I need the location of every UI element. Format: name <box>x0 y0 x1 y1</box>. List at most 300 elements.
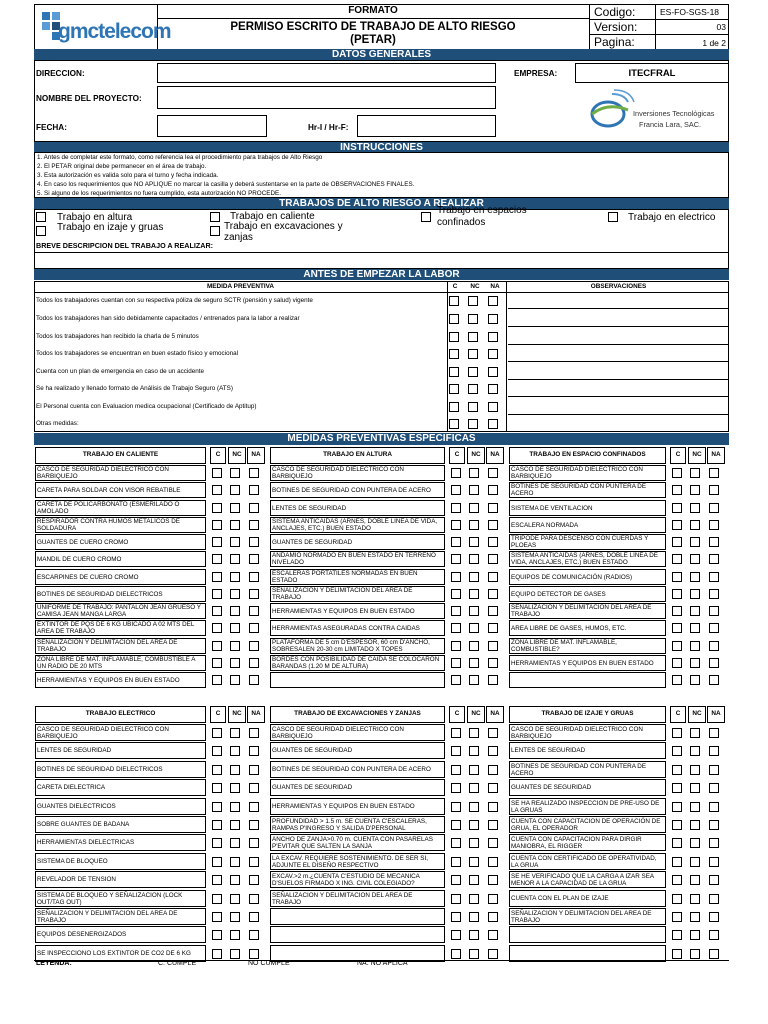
spec-nc-checkbox[interactable] <box>230 857 240 867</box>
antes-obs-input[interactable] <box>508 346 729 361</box>
spec-na-checkbox[interactable] <box>249 572 259 582</box>
spec-nc-checkbox[interactable] <box>469 537 479 547</box>
spec-na-checkbox[interactable] <box>249 623 259 633</box>
spec-row-text: LENTES DE SEGURIDAD <box>37 747 112 754</box>
spec-na-checkbox[interactable] <box>709 857 719 867</box>
spec-c-checkbox[interactable] <box>672 554 682 564</box>
spec-na-checkbox[interactable] <box>709 658 719 668</box>
antes-obs-input[interactable] <box>508 399 729 414</box>
spec-na-checkbox[interactable] <box>249 675 259 685</box>
spec-c-checkbox[interactable] <box>212 572 222 582</box>
spec-nc-checkbox[interactable] <box>469 572 479 582</box>
spec-row-text: MANDIL DE CUERO CROMO <box>37 555 122 563</box>
antes-nc-checkbox[interactable] <box>468 349 478 359</box>
spec-c-checkbox[interactable] <box>451 802 461 812</box>
spec-c-checkbox[interactable] <box>451 912 461 922</box>
spec-na-checkbox[interactable] <box>488 783 498 793</box>
spec-row-text: LENTES DE SEGURIDAD <box>272 504 347 512</box>
spec-c-checkbox[interactable] <box>672 728 682 738</box>
spec-row-text: ANCHO DE ZANJA>0.70 m. CUENTA CON PASARELAS P'EVITAR QUE SALTEN LA SANJA <box>272 835 433 850</box>
spec-col-na: NA <box>711 451 721 458</box>
spec-nc-checkbox[interactable] <box>230 820 240 830</box>
spec-c-checkbox[interactable] <box>672 838 682 848</box>
spec-nc-checkbox[interactable] <box>230 589 240 599</box>
spec-na-checkbox[interactable] <box>488 641 498 651</box>
spec-nc-checkbox[interactable] <box>690 912 700 922</box>
spec-nc-checkbox[interactable] <box>469 820 479 830</box>
spec-na-checkbox[interactable] <box>488 802 498 812</box>
spec-c-checkbox[interactable] <box>212 783 222 793</box>
spec-row-text: CASCO DE SEGURIDAD DIELECTRICO CON BARBIQUEJO <box>272 466 404 480</box>
spec-na-checkbox[interactable] <box>249 468 259 478</box>
spec-c-checkbox[interactable] <box>672 746 682 756</box>
spec-c-checkbox[interactable] <box>451 572 461 582</box>
caliente-checkbox[interactable] <box>210 212 220 222</box>
excav-checkbox[interactable] <box>210 226 220 236</box>
spec-c-checkbox[interactable] <box>672 468 682 478</box>
spec-na-checkbox[interactable] <box>488 875 498 885</box>
spec-c-checkbox[interactable] <box>451 675 461 685</box>
spec-nc-checkbox[interactable] <box>469 520 479 530</box>
spec-c-checkbox[interactable] <box>451 783 461 793</box>
spec-nc-checkbox[interactable] <box>230 658 240 668</box>
spec-nc-checkbox[interactable] <box>690 930 700 940</box>
spec-nc-checkbox[interactable] <box>230 746 240 756</box>
direccion-input[interactable] <box>157 63 496 83</box>
spec-na-checkbox[interactable] <box>488 746 498 756</box>
spec-nc-checkbox[interactable] <box>230 949 240 959</box>
antes-c-checkbox[interactable] <box>449 367 459 377</box>
spec-c-checkbox[interactable] <box>451 894 461 904</box>
spec-c-checkbox[interactable] <box>212 930 222 940</box>
spec-c-checkbox[interactable] <box>212 765 222 775</box>
spec-nc-checkbox[interactable] <box>469 783 479 793</box>
antes-c-checkbox[interactable] <box>449 296 459 306</box>
spec-na-checkbox[interactable] <box>249 912 259 922</box>
proyecto-input[interactable] <box>157 86 496 109</box>
antes-na-checkbox[interactable] <box>488 332 498 342</box>
spec-nc-checkbox[interactable] <box>469 930 479 940</box>
antes-na-checkbox[interactable] <box>488 296 498 306</box>
antes-c-checkbox[interactable] <box>449 402 459 412</box>
spec-c-checkbox[interactable] <box>451 838 461 848</box>
spec-nc-checkbox[interactable] <box>690 589 700 599</box>
spec-c-checkbox[interactable] <box>212 746 222 756</box>
spec-na-checkbox[interactable] <box>249 520 259 530</box>
spec-nc-checkbox[interactable] <box>469 468 479 478</box>
proyecto-label: NOMBRE DEL PROYECTO: <box>36 94 142 103</box>
spec-c-checkbox[interactable] <box>672 857 682 867</box>
spec-na-checkbox[interactable] <box>709 765 719 775</box>
spec-na-checkbox[interactable] <box>709 572 719 582</box>
antes-nc-checkbox[interactable] <box>468 419 478 429</box>
spec-nc-checkbox[interactable] <box>469 894 479 904</box>
spec-nc-checkbox[interactable] <box>690 537 700 547</box>
spec-c-checkbox[interactable] <box>672 894 682 904</box>
spec-nc-checkbox[interactable] <box>469 857 479 867</box>
spec-c-checkbox[interactable] <box>451 765 461 775</box>
spec-na-checkbox[interactable] <box>488 820 498 830</box>
spec-c-checkbox[interactable] <box>451 468 461 478</box>
spec-na-checkbox[interactable] <box>249 606 259 616</box>
spec-row-text: BOTINES DE SEGURIDAD CON PUNTERA DE ACERO <box>511 762 647 777</box>
spec-row-text: HERRAMIENTAS Y EQUIPOS EN BUEN ESTADO <box>37 676 180 684</box>
spec-c-checkbox[interactable] <box>672 503 682 513</box>
spec-c-checkbox[interactable] <box>672 485 682 495</box>
spec-na-checkbox[interactable] <box>709 468 719 478</box>
spec-nc-checkbox[interactable] <box>690 746 700 756</box>
spec-na-checkbox[interactable] <box>249 838 259 848</box>
spec-na-checkbox[interactable] <box>709 503 719 513</box>
spec-c-checkbox[interactable] <box>672 930 682 940</box>
spec-na-checkbox[interactable] <box>709 802 719 812</box>
antes-na-checkbox[interactable] <box>488 402 498 412</box>
antes-na-checkbox[interactable] <box>488 384 498 394</box>
spec-na-checkbox[interactable] <box>249 820 259 830</box>
spec-c-checkbox[interactable] <box>212 912 222 922</box>
spec-nc-checkbox[interactable] <box>230 468 240 478</box>
spec-nc-checkbox[interactable] <box>469 606 479 616</box>
spec-nc-checkbox[interactable] <box>690 820 700 830</box>
spec-nc-checkbox[interactable] <box>230 503 240 513</box>
spec-nc-checkbox[interactable] <box>690 783 700 793</box>
spec-na-checkbox[interactable] <box>709 746 719 756</box>
spec-c-checkbox[interactable] <box>212 857 222 867</box>
spec-na-checkbox[interactable] <box>488 554 498 564</box>
antes-obs-input[interactable] <box>508 293 729 308</box>
spec-na-checkbox[interactable] <box>709 623 719 633</box>
spec-nc-checkbox[interactable] <box>469 554 479 564</box>
antes-na-checkbox[interactable] <box>488 349 498 359</box>
spec-row-text: ESCARPINES DE CUERO CROMO <box>37 573 139 581</box>
spec-nc-checkbox[interactable] <box>690 623 700 633</box>
spec-nc-checkbox[interactable] <box>469 623 479 633</box>
spec-nc-checkbox[interactable] <box>230 623 240 633</box>
spec-na-checkbox[interactable] <box>249 875 259 885</box>
spec-na-checkbox[interactable] <box>488 485 498 495</box>
antes-nc-checkbox[interactable] <box>468 314 478 324</box>
spec-nc-checkbox[interactable] <box>230 537 240 547</box>
spec-na-checkbox[interactable] <box>488 606 498 616</box>
spec-nc-checkbox[interactable] <box>690 765 700 775</box>
spec-nc-checkbox[interactable] <box>469 949 479 959</box>
spec-na-checkbox[interactable] <box>488 949 498 959</box>
spec-c-checkbox[interactable] <box>451 520 461 530</box>
spec-na-checkbox[interactable] <box>709 554 719 564</box>
spec-c-checkbox[interactable] <box>672 572 682 582</box>
spec-na-checkbox[interactable] <box>488 503 498 513</box>
antes-c-checkbox[interactable] <box>449 332 459 342</box>
spec-c-checkbox[interactable] <box>212 641 222 651</box>
spec-c-checkbox[interactable] <box>451 641 461 651</box>
spec-c-checkbox[interactable] <box>451 728 461 738</box>
electrico-checkbox[interactable] <box>608 212 618 222</box>
spec-nc-checkbox[interactable] <box>469 503 479 513</box>
spec-na-checkbox[interactable] <box>709 485 719 495</box>
spec-na-checkbox[interactable] <box>249 641 259 651</box>
antes-obs-input[interactable] <box>508 329 729 344</box>
spec-nc-checkbox[interactable] <box>690 857 700 867</box>
spec-c-checkbox[interactable] <box>451 930 461 940</box>
spec-na-checkbox[interactable] <box>249 658 259 668</box>
spec-na-checkbox[interactable] <box>488 930 498 940</box>
spec-c-checkbox[interactable] <box>672 949 682 959</box>
fecha-input[interactable] <box>157 115 267 137</box>
spec-c-checkbox[interactable] <box>212 820 222 830</box>
spec-na-checkbox[interactable] <box>488 572 498 582</box>
spec-nc-checkbox[interactable] <box>230 520 240 530</box>
spec-nc-checkbox[interactable] <box>690 728 700 738</box>
spec-nc-checkbox[interactable] <box>230 838 240 848</box>
spec-row-text: SEÑALIZACION Y DELIMITACION DEL AREA DE TRABAJO <box>37 909 178 924</box>
spec-na-checkbox[interactable] <box>249 485 259 495</box>
spec-na-checkbox[interactable] <box>249 802 259 812</box>
spec-na-checkbox[interactable] <box>249 930 259 940</box>
spec-c-checkbox[interactable] <box>212 949 222 959</box>
spec-nc-checkbox[interactable] <box>690 894 700 904</box>
spec-nc-checkbox[interactable] <box>690 802 700 812</box>
spec-nc-checkbox[interactable] <box>230 606 240 616</box>
spec-na-checkbox[interactable] <box>488 623 498 633</box>
spec-c-checkbox[interactable] <box>451 746 461 756</box>
spec-na-checkbox[interactable] <box>249 857 259 867</box>
spec-c-checkbox[interactable] <box>451 503 461 513</box>
antes-na-checkbox[interactable] <box>488 314 498 324</box>
antes-obs-input[interactable] <box>508 311 729 326</box>
altura-label: Trabajo en altura <box>57 212 133 223</box>
spec-c-checkbox[interactable] <box>672 589 682 599</box>
spec-c-checkbox[interactable] <box>451 875 461 885</box>
spec-na-checkbox[interactable] <box>709 783 719 793</box>
spec-na-checkbox[interactable] <box>488 675 498 685</box>
spec-nc-checkbox[interactable] <box>230 554 240 564</box>
antes-na-checkbox[interactable] <box>488 367 498 377</box>
spec-nc-checkbox[interactable] <box>230 802 240 812</box>
electrico-label: Trabajo en electrico <box>628 212 716 223</box>
spec-c-checkbox[interactable] <box>212 520 222 530</box>
spec-c-checkbox[interactable] <box>212 503 222 513</box>
spec-na-checkbox[interactable] <box>488 857 498 867</box>
spec-nc-checkbox[interactable] <box>690 554 700 564</box>
izaje-checkbox[interactable] <box>36 226 46 236</box>
spec-c-checkbox[interactable] <box>451 820 461 830</box>
spec-row-text: SISTEMA ANTICAIDAS (ARNES, DOBLE LINEA DE VIDA, ANCLAJES, ETC.) BUEN ESTADO <box>272 518 438 532</box>
antes-na-checkbox[interactable] <box>488 419 498 429</box>
antes-nc-checkbox[interactable] <box>468 402 478 412</box>
spec-c-checkbox[interactable] <box>672 537 682 547</box>
spec-nc-checkbox[interactable] <box>469 658 479 668</box>
spec-c-checkbox[interactable] <box>672 802 682 812</box>
antes-nc-checkbox[interactable] <box>468 367 478 377</box>
spec-nc-checkbox[interactable] <box>469 912 479 922</box>
spec-c-checkbox[interactable] <box>672 912 682 922</box>
spec-c-checkbox[interactable] <box>672 520 682 530</box>
spec-na-checkbox[interactable] <box>249 783 259 793</box>
spec-na-checkbox[interactable] <box>249 589 259 599</box>
spec-na-checkbox[interactable] <box>709 589 719 599</box>
antes-row-text: Cuenta con un plan de emergencia en caso de un accidente <box>36 368 205 375</box>
antes-nc-checkbox[interactable] <box>468 332 478 342</box>
espacios-checkbox[interactable] <box>421 212 431 222</box>
antes-c-checkbox[interactable] <box>449 384 459 394</box>
spec-c-checkbox[interactable] <box>212 728 222 738</box>
spec-nc-checkbox[interactable] <box>469 485 479 495</box>
spec-na-checkbox[interactable] <box>709 520 719 530</box>
spec-na-checkbox[interactable] <box>488 537 498 547</box>
spec-na-checkbox[interactable] <box>709 894 719 904</box>
antes-c-checkbox[interactable] <box>449 419 459 429</box>
spec-c-checkbox[interactable] <box>212 537 222 547</box>
spec-nc-checkbox[interactable] <box>230 894 240 904</box>
antes-nc-checkbox[interactable] <box>468 384 478 394</box>
spec-c-checkbox[interactable] <box>212 623 222 633</box>
spec-nc-checkbox[interactable] <box>690 520 700 530</box>
spec-nc-checkbox[interactable] <box>469 802 479 812</box>
antes-row-text: Todos los trabajadores cuentan con su respectiva póliza de seguro SCTR (pensión y salud) vigente <box>36 297 313 304</box>
spec-nc-checkbox[interactable] <box>230 765 240 775</box>
spec-na-checkbox[interactable] <box>709 949 719 959</box>
spec-na-checkbox[interactable] <box>249 949 259 959</box>
spec-na-checkbox[interactable] <box>488 912 498 922</box>
spec-na-checkbox[interactable] <box>709 728 719 738</box>
spec-c-checkbox[interactable] <box>212 485 222 495</box>
spec-c-checkbox[interactable] <box>451 537 461 547</box>
spec-c-checkbox[interactable] <box>451 606 461 616</box>
antes-nc-checkbox[interactable] <box>468 296 478 306</box>
spec-nc-checkbox[interactable] <box>230 783 240 793</box>
antes-obs-input[interactable] <box>508 416 729 431</box>
spec-na-checkbox[interactable] <box>488 658 498 668</box>
spec-c-checkbox[interactable] <box>212 894 222 904</box>
spec-nc-checkbox[interactable] <box>690 503 700 513</box>
spec-nc-checkbox[interactable] <box>230 875 240 885</box>
spec-c-checkbox[interactable] <box>451 857 461 867</box>
antes-c-checkbox[interactable] <box>449 349 459 359</box>
spec-c-checkbox[interactable] <box>212 606 222 616</box>
spec-c-checkbox[interactable] <box>672 623 682 633</box>
spec-c-checkbox[interactable] <box>212 675 222 685</box>
spec-c-checkbox[interactable] <box>451 589 461 599</box>
spec-na-checkbox[interactable] <box>249 728 259 738</box>
spec-nc-checkbox[interactable] <box>469 589 479 599</box>
spec-nc-checkbox[interactable] <box>690 485 700 495</box>
instruccion-item: 5. Si alguno de los requerimientos no fuera cumplido, esta autorización NO PROCEDE. <box>37 190 281 197</box>
spec-nc-checkbox[interactable] <box>469 728 479 738</box>
version-label: Version: <box>594 20 638 34</box>
spec-nc-checkbox[interactable] <box>230 912 240 922</box>
spec-nc-checkbox[interactable] <box>469 641 479 651</box>
antes-c-checkbox[interactable] <box>449 314 459 324</box>
spec-na-checkbox[interactable] <box>488 468 498 478</box>
spec-nc-checkbox[interactable] <box>690 838 700 848</box>
altura-checkbox[interactable] <box>36 212 46 222</box>
spec-c-checkbox[interactable] <box>672 658 682 668</box>
spec-nc-checkbox[interactable] <box>690 572 700 582</box>
spec-na-checkbox[interactable] <box>709 675 719 685</box>
spec-nc-checkbox[interactable] <box>690 875 700 885</box>
spec-c-checkbox[interactable] <box>212 802 222 812</box>
spec-col-nc: NC <box>471 710 481 717</box>
breve-input[interactable] <box>34 253 729 268</box>
spec-na-checkbox[interactable] <box>488 728 498 738</box>
spec-nc-checkbox[interactable] <box>690 641 700 651</box>
spec-na-checkbox[interactable] <box>249 746 259 756</box>
spec-na-checkbox[interactable] <box>488 894 498 904</box>
spec-na-checkbox[interactable] <box>709 912 719 922</box>
hora-input[interactable] <box>357 115 496 137</box>
spec-nc-checkbox[interactable] <box>690 675 700 685</box>
spec-nc-checkbox[interactable] <box>469 875 479 885</box>
spec-c-checkbox[interactable] <box>451 658 461 668</box>
spec-c-checkbox[interactable] <box>212 468 222 478</box>
spec-c-checkbox[interactable] <box>672 765 682 775</box>
spec-row-text: CASCO DE SEGURIDAD DIELECTRICO CON BARBIQUEJO <box>272 725 404 740</box>
spec-na-checkbox[interactable] <box>488 765 498 775</box>
spec-nc-checkbox[interactable] <box>230 641 240 651</box>
spec-nc-checkbox[interactable] <box>230 728 240 738</box>
spec-na-checkbox[interactable] <box>488 838 498 848</box>
spec-na-checkbox[interactable] <box>488 589 498 599</box>
spec-nc-checkbox[interactable] <box>230 675 240 685</box>
antes-obs-input[interactable] <box>508 364 729 379</box>
spec-c-checkbox[interactable] <box>212 554 222 564</box>
spec-c-checkbox[interactable] <box>451 554 461 564</box>
spec-c-checkbox[interactable] <box>451 485 461 495</box>
spec-c-checkbox[interactable] <box>212 658 222 668</box>
spec-nc-checkbox[interactable] <box>469 675 479 685</box>
spec-nc-checkbox[interactable] <box>690 606 700 616</box>
spec-na-checkbox[interactable] <box>709 606 719 616</box>
spec-row-text: SE INSPECCIONO LOS EXTINTOR DE CO2 DE 6 KG <box>37 950 191 957</box>
spec-c-checkbox[interactable] <box>672 875 682 885</box>
spec-c-checkbox[interactable] <box>672 783 682 793</box>
spec-na-checkbox[interactable] <box>249 554 259 564</box>
spec-na-checkbox[interactable] <box>709 875 719 885</box>
spec-nc-checkbox[interactable] <box>230 485 240 495</box>
spec-na-checkbox[interactable] <box>709 537 719 547</box>
spec-c-checkbox[interactable] <box>451 949 461 959</box>
spec-na-checkbox[interactable] <box>709 820 719 830</box>
spec-nc-checkbox[interactable] <box>469 838 479 848</box>
spec-nc-checkbox[interactable] <box>230 572 240 582</box>
spec-na-checkbox[interactable] <box>709 930 719 940</box>
spec-c-checkbox[interactable] <box>672 606 682 616</box>
spec-c-checkbox[interactable] <box>212 589 222 599</box>
spec-nc-checkbox[interactable] <box>690 949 700 959</box>
spec-c-checkbox[interactable] <box>672 820 682 830</box>
spec-nc-checkbox[interactable] <box>230 930 240 940</box>
antes-obs-input[interactable] <box>508 381 729 396</box>
spec-c-checkbox[interactable] <box>672 641 682 651</box>
spec-na-checkbox[interactable] <box>249 503 259 513</box>
spec-row-text: GUANTES DE SEGURIDAD <box>511 784 592 791</box>
spec-nc-checkbox[interactable] <box>690 658 700 668</box>
spec-na-checkbox[interactable] <box>249 894 259 904</box>
spec-nc-checkbox[interactable] <box>469 765 479 775</box>
spec-na-checkbox[interactable] <box>249 537 259 547</box>
spec-na-checkbox[interactable] <box>249 765 259 775</box>
spec-nc-checkbox[interactable] <box>469 746 479 756</box>
spec-nc-checkbox[interactable] <box>690 468 700 478</box>
spec-na-checkbox[interactable] <box>709 838 719 848</box>
spec-c-checkbox[interactable] <box>212 838 222 848</box>
spec-c-checkbox[interactable] <box>672 675 682 685</box>
spec-c-checkbox[interactable] <box>212 875 222 885</box>
spec-na-checkbox[interactable] <box>709 641 719 651</box>
spec-na-checkbox[interactable] <box>488 520 498 530</box>
spec-c-checkbox[interactable] <box>451 623 461 633</box>
spec-row-text: SE HE VERIFICADO QUE LA CARGA A IZAR SEA MENOR A LA CAPACIDAD DE LA GRUA <box>511 872 654 887</box>
